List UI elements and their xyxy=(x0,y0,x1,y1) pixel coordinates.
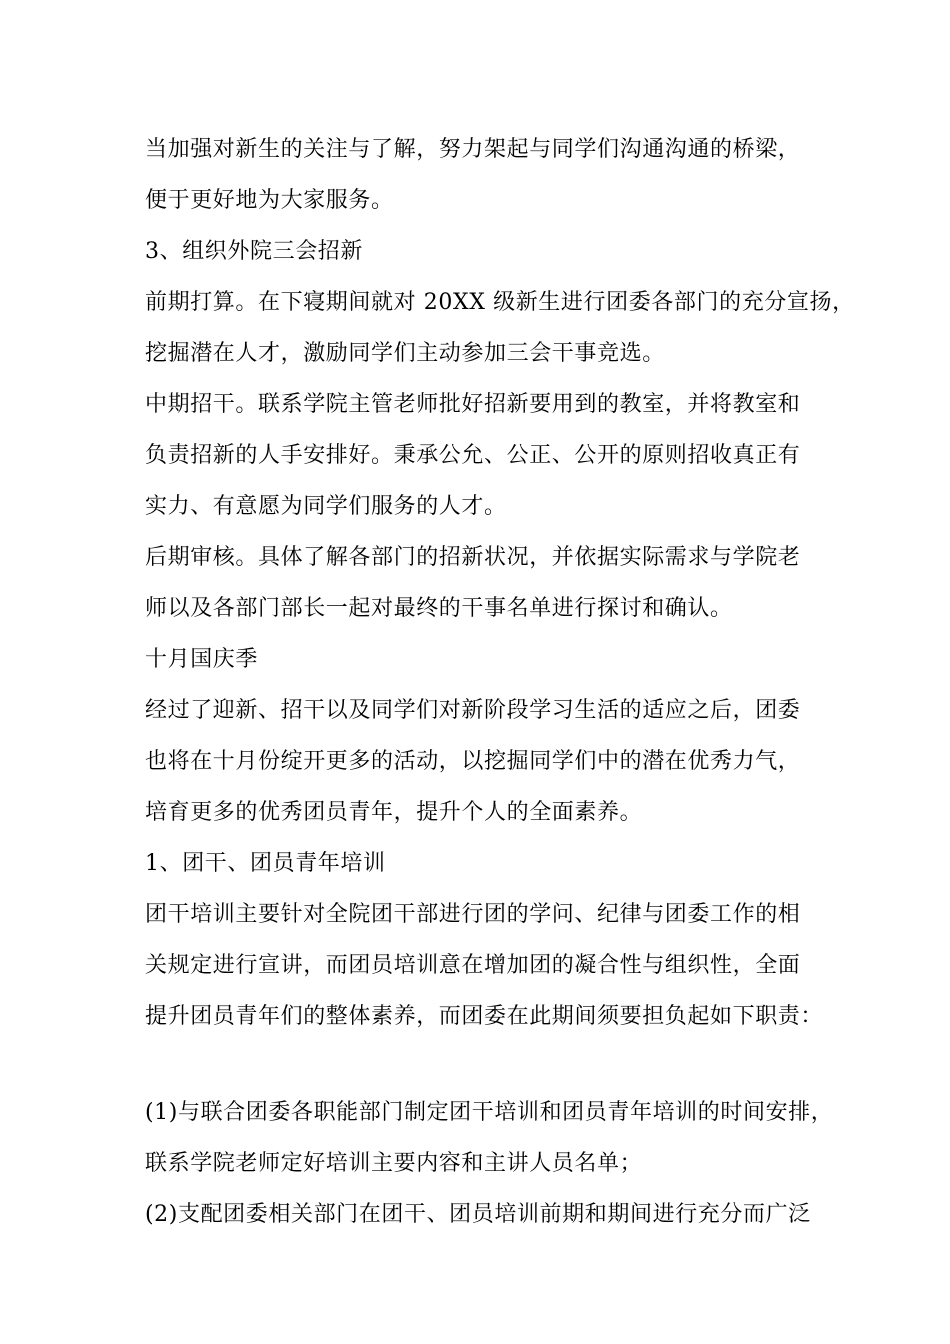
text-line: 后期审核。具体了解各部门的招新状况，并依据实际需求与学院老 xyxy=(145,545,801,570)
text-line: 经过了迎新、招干以及同学们对新阶段学习生活的适应之后，团委 xyxy=(145,698,801,723)
text-line: 当加强对新生的关注与了解，努力架起与同学们沟通沟通的桥梁， xyxy=(145,137,801,162)
text-line: 负责招新的人手安排好。秉承公允、公正、公开的原则招收真正有 xyxy=(145,443,801,468)
text-line: 培育更多的优秀团员青年，提升个人的全面素养。 xyxy=(145,800,643,825)
list-item-text: (2)支配团委相关部门在团干、团员培训前期和期间进行充分而广泛 xyxy=(145,1202,811,1227)
text-line: 联系学院老师定好培训主要内容和主讲人员名单； xyxy=(145,1151,643,1176)
text-line: 也将在十月份绽开更多的活动，以挖掘同学们中的潜在优秀力气， xyxy=(145,749,801,774)
text-line: 团干培训主要针对全院团干部进行团的学问、纪律与团委工作的相 xyxy=(145,902,801,927)
section-heading: 十月国庆季 xyxy=(145,647,259,672)
text-line: 关规定进行宣讲，而团员培训意在增加团的凝合性与组织性，全面 xyxy=(145,953,801,978)
list-item-text: (1)与联合团委各职能部门制定团干培训和团员青年培训的时间安排， xyxy=(145,1100,834,1125)
section-heading: 3、组织外院三会招新 xyxy=(145,239,363,264)
text-line: 便于更好地为大家服务。 xyxy=(145,188,394,213)
text-line: 中期招干。联系学院主管老师批好招新要用到的教室，并将教室和 xyxy=(145,392,801,417)
section-heading: 1、团干、团员青年培训 xyxy=(145,851,386,876)
text-line: 挖掘潜在人才，激励同学们主动参加三会干事竞选。 xyxy=(145,341,665,366)
text-line: 师以及各部门部长一起对最终的干事名单进行探讨和确认。 xyxy=(145,596,733,621)
text-line: 前期打算。在下寝期间就对 20XX 级新生进行团委各部门的充分宣扬， xyxy=(145,290,855,315)
text-line: 实力、有意愿为同学们服务的人才。 xyxy=(145,494,507,519)
text-line: 提升团员青年们的整体素养，而团委在此期间须要担负起如下职责： xyxy=(145,1004,824,1029)
